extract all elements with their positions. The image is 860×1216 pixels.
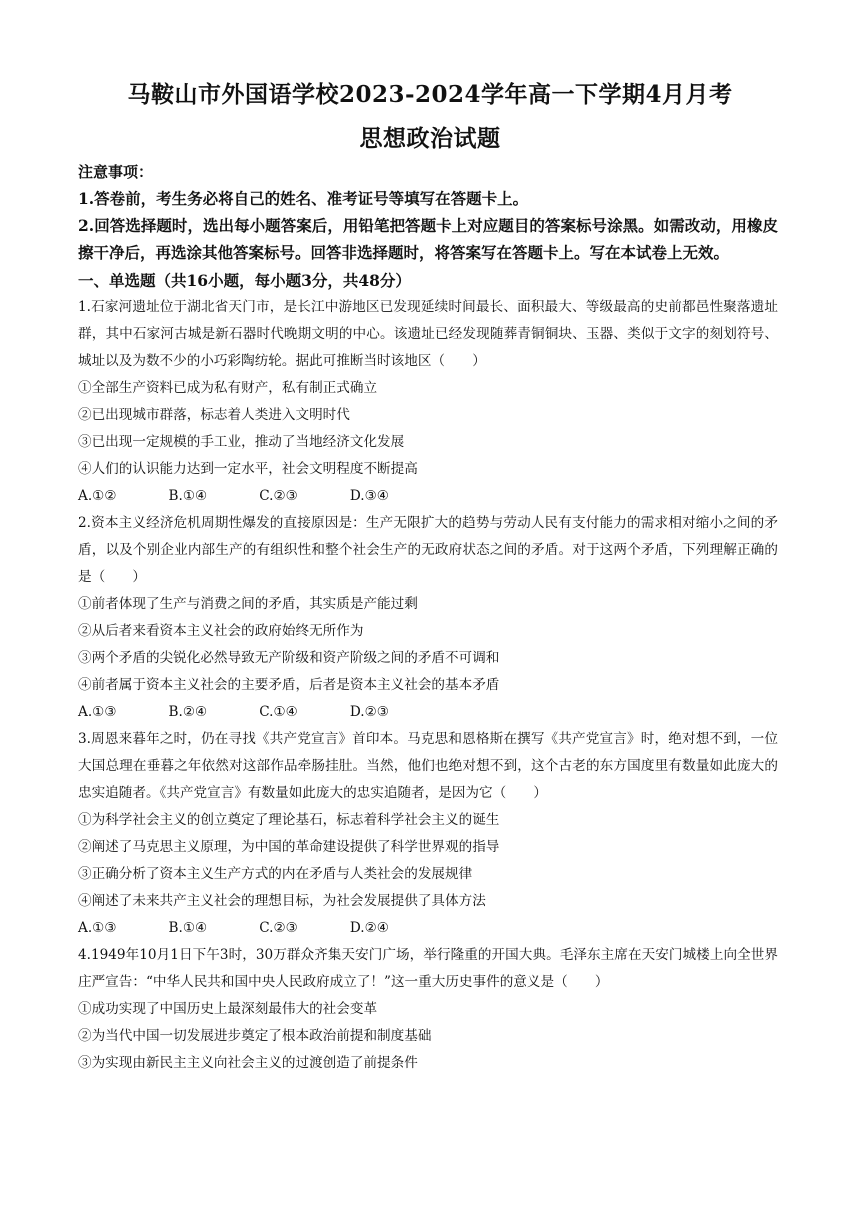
option-a: A.①③ bbox=[78, 704, 117, 720]
statement-item: ②阐述了马克思主义原理，为中国的革命建设提供了科学世界观的指导 bbox=[78, 839, 500, 855]
option-c: C.②③ bbox=[259, 488, 298, 504]
option-b: B.②④ bbox=[168, 704, 208, 720]
question-stem: 1.石家河遗址位于湖北省天门市，是长江中游地区已发现延续时间最长、面积最大、等级最高的史前都邑性聚落遗址群，其中石家河古城是新石器时代晚期文明的中心。该遗址已经发现随葬青铜铜块、玉器、类似于文字的刻划符号、城址以及为数不少的小巧彩陶纺轮。据此可推断当时该地区（ ） bbox=[78, 299, 778, 369]
option-d: D.②④ bbox=[349, 920, 389, 936]
statement-item: ③已出现一定规模的手工业，推动了当地经济文化发展 bbox=[78, 434, 405, 450]
answer-options bbox=[78, 699, 778, 726]
notice-heading: 注意事项： bbox=[78, 163, 154, 181]
section-heading: 一、单选题（共16小题，每小题3分，共48分） bbox=[78, 271, 411, 290]
exam-subject: 思想政治试题 bbox=[359, 125, 501, 152]
option-c: C.①④ bbox=[259, 704, 298, 720]
question-1 bbox=[78, 294, 778, 510]
statement-item: ③两个矛盾的尖锐化必然导致无产阶级和资产阶级之间的矛盾不可调和 bbox=[78, 650, 500, 666]
option-d: D.②③ bbox=[349, 704, 389, 720]
question-stem: 4.1949年10月1日下午3时，30万群众齐集天安门广场，举行隆重的开国大典。毛泽东主席在天安门城楼上向全世界庄严宣告：“中华人民共和国中央人民政府成立了！”这一重大历史事件的意义是（ ） bbox=[78, 947, 778, 990]
question-stem: 2.资本主义经济危机周期性爆发的直接原因是：生产无限扩大的趋势与劳动人民有支付能力的需求相对缩小之间的矛盾，以及个别企业内部生产的有组织性和整个社会生产的无政府状态之间的矛盾。对于这两个矛盾，下列理解正确的是（ ） bbox=[78, 515, 778, 585]
statement-item: ④前者属于资本主义社会的主要矛盾，后者是资本主义社会的基本矛盾 bbox=[78, 677, 500, 693]
option-a: A.①③ bbox=[78, 920, 117, 936]
answer-options bbox=[78, 915, 778, 942]
statement-item: ②为当代中国一切发展进步奠定了根本政治前提和制度基础 bbox=[78, 1028, 432, 1044]
question-stem: 3.周恩来暮年之时，仍在寻找《共产党宣言》首印本。马克思和恩格斯在撰写《共产党宣言》时，绝对想不到，一位大国总理在垂暮之年依然对这部作品牵肠挂肚。当然，他们也绝对想不到，这个古老的东方国度里有数量如此庞大的忠实追随者。《共产党宣言》有数量如此庞大的忠实追随者，是因为它（ ） bbox=[78, 731, 778, 801]
statement-item: ①全部生产资料已成为私有财产，私有制正式确立 bbox=[78, 380, 378, 396]
notice-item-2: 2.回答选择题时，选出每小题答案后，用铅笔把答题卡上对应题目的答案标号涂黑。如需改动，用橡皮擦干净后，再选涂其他答案标号。回答非选择题时，将答案写在答题卡上。写在本试卷上无效。 bbox=[78, 216, 778, 262]
statement-item: ③为实现由新民主主义向社会主义的过渡创造了前提条件 bbox=[78, 1055, 418, 1071]
notice-item-1: 1.答卷前，考生务必将自己的姓名、准考证号等填写在答题卡上。 bbox=[78, 189, 529, 208]
statement-item: ①成功实现了中国历史上最深刻最伟大的社会变革 bbox=[78, 1001, 378, 1017]
statement-item: ④人们的认识能力达到一定水平，社会文明程度不断提高 bbox=[78, 461, 418, 477]
option-b: B.①④ bbox=[168, 920, 208, 936]
statement-item: ①为科学社会主义的创立奠定了理论基石，标志着科学社会主义的诞生 bbox=[78, 812, 500, 828]
option-c: C.②③ bbox=[259, 920, 298, 936]
statement-item: ②从后者来看资本主义社会的政府始终无所作为 bbox=[78, 623, 364, 639]
statement-item: ②已出现城市群落，标志着人类进入文明时代 bbox=[78, 407, 350, 423]
statement-item: ①前者体现了生产与消费之间的矛盾，其实质是产能过剩 bbox=[78, 596, 418, 612]
question-2 bbox=[78, 510, 778, 726]
question-4 bbox=[78, 942, 778, 1077]
exam-body bbox=[78, 160, 778, 1077]
option-a: A.①② bbox=[78, 488, 117, 504]
option-d: D.③④ bbox=[349, 488, 389, 504]
option-b: B.①④ bbox=[168, 488, 208, 504]
statement-item: ③正确分析了资本主义生产方式的内在矛盾与人类社会的发展规律 bbox=[78, 866, 473, 882]
question-3 bbox=[78, 726, 778, 942]
answer-options bbox=[78, 483, 778, 510]
exam-title: 马鞍山市外国语学校2023-2024学年高一下学期4月月考 bbox=[127, 81, 733, 108]
statement-item: ④阐述了未来共产主义社会的理想目标，为社会发展提供了具体方法 bbox=[78, 893, 486, 909]
